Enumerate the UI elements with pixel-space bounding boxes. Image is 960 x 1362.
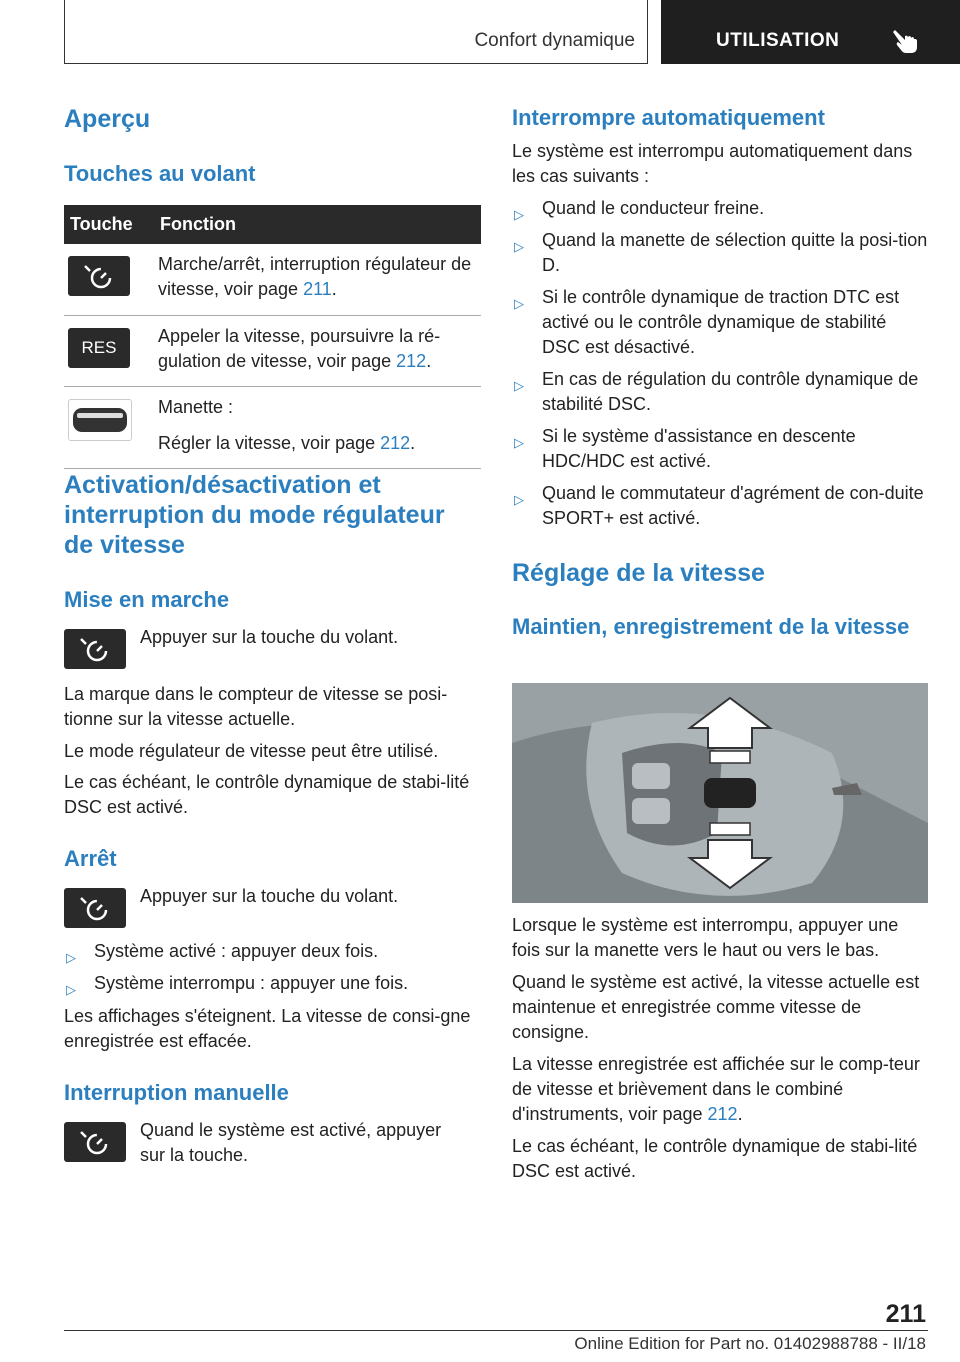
- edition-text: Online Edition for Part no. 01402988788 - II/18: [574, 1334, 926, 1353]
- heading-activation: Activation/désactivation et interruption du mode régulateur de vitesse: [64, 471, 445, 559]
- arret-text: Appuyer sur la touche du volant.: [140, 886, 399, 906]
- pointing-hand-icon: [891, 26, 921, 56]
- paragraph: La marque dans le compteur de vitesse se posi‐tionne sur la vitesse actuelle.: [64, 684, 448, 729]
- rocker-switch-icon: [68, 399, 132, 441]
- list-item: ▷ En cas de régulation du contrôle dynamique de stabilité DSC.: [514, 369, 919, 414]
- header-section-title: Confort dynamique: [474, 30, 635, 51]
- res-button-icon: RES: [68, 328, 130, 368]
- header-chapter-title: UTILISATION: [716, 30, 840, 51]
- cruise-control-button-icon: [64, 1122, 126, 1162]
- triangle-bullet-icon: ▷: [514, 492, 524, 507]
- page-number: 211: [885, 1300, 926, 1328]
- paragraph: La vitesse enregistrée est affichée sur le comp‐teur de vitesse et brièvement dans le combiné d'instruments, voir page 212.: [512, 1054, 920, 1124]
- cruise-control-button-icon: [64, 888, 126, 928]
- heading-interruption-manuelle: Interruption manuelle: [64, 1080, 289, 1105]
- triangle-bullet-icon: ▷: [66, 982, 76, 997]
- paragraph: Les affichages s'éteignent. La vitesse de consi‐gne enregistrée est effacée.: [64, 1006, 471, 1051]
- list-item: ▷ Quand le commutateur d'agrément de con‐duite SPORT+ est activé.: [514, 483, 924, 528]
- list-item: ▷ Quand le conducteur freine.: [512, 196, 928, 221]
- interrompre-intro: Le système est interrompu automatiquement dans les cas suivants :: [512, 141, 913, 186]
- steering-buttons-table: [64, 205, 481, 469]
- triangle-bullet-icon: ▷: [514, 207, 524, 222]
- heading-arret: Arrêt: [64, 846, 117, 871]
- triangle-bullet-icon: ▷: [514, 239, 524, 254]
- page-link[interactable]: 212: [707, 1104, 738, 1124]
- table-cell-function: Appeler la vitesse, poursuivre la ré‐gulation de vitesse, voir page 212.: [154, 316, 481, 387]
- interrompre-list: [512, 196, 928, 538]
- footer-divider: [64, 1330, 928, 1331]
- heading-maintien: Maintien, enregistrement de la vitesse: [512, 614, 910, 639]
- table-cell-function: Marche/arrêt, interruption régulateur de vitesse, voir page 211.: [154, 244, 481, 316]
- header-chapter-box: [661, 0, 960, 64]
- table-row: [64, 244, 481, 316]
- table-header-row: [64, 205, 481, 244]
- heading-interrompre-auto: Interrompre automatiquement: [512, 105, 825, 130]
- table-row: [64, 316, 481, 387]
- cruise-control-button-icon: [68, 256, 130, 296]
- paragraph: Lorsque le système est interrompu, appuyer une fois sur la manette vers le haut ou vers le bas.: [512, 915, 899, 960]
- list-item: ▷ Système interrompu : appuyer une fois.: [64, 971, 481, 996]
- heading-touches-volant: Touches au volant: [64, 161, 256, 186]
- table-header-fonction: Fonction: [154, 205, 481, 244]
- header-section-box: [64, 0, 648, 64]
- list-item: ▷ Si le système d'assistance en descente HDC/HDC est activé.: [514, 426, 856, 471]
- page-link[interactable]: 211: [303, 279, 332, 299]
- list-item: ▷ Si le contrôle dynamique de traction DTC est activé ou le contrôle dynamique de stabilité DSC est désactivé.: [514, 287, 900, 357]
- table-cell-function: Manette : Régler la vitesse, voir page 212.: [154, 387, 481, 469]
- cruise-control-button-icon: [64, 629, 126, 669]
- arret-list: [64, 939, 481, 1003]
- paragraph: Le mode régulateur de vitesse peut être utilisé.: [64, 741, 439, 761]
- paragraph: Le cas échéant, le contrôle dynamique de stabi‐lité DSC est activé.: [512, 1136, 918, 1181]
- page-link[interactable]: 212: [396, 351, 427, 371]
- triangle-bullet-icon: ▷: [514, 435, 524, 450]
- heading-apercu: Aperçu: [64, 105, 151, 133]
- triangle-bullet-icon: ▷: [514, 378, 524, 393]
- table-row: [64, 387, 481, 469]
- paragraph: Quand le système est activé, la vitesse actuelle est maintenue et enregistrée comme vitesse de consigne.: [512, 972, 920, 1042]
- triangle-bullet-icon: ▷: [514, 296, 524, 311]
- table-header-touche: Touche: [64, 205, 154, 244]
- list-item: ▷ Système activé : appuyer deux fois.: [64, 939, 481, 964]
- triangle-bullet-icon: ▷: [66, 950, 76, 965]
- heading-reglage: Réglage de la vitesse: [512, 559, 765, 587]
- list-item: ▷ Quand la manette de sélection quitte la posi‐tion D.: [514, 230, 928, 275]
- paragraph: Le cas échéant, le contrôle dynamique de stabi‐lité DSC est activé.: [64, 772, 470, 817]
- steering-wheel-photo: [512, 683, 928, 903]
- marche-text: Appuyer sur la touche du volant.: [140, 627, 399, 647]
- interruption-text: Quand le système est activé, appuyer sur la touche.: [140, 1120, 442, 1165]
- heading-mise-en-marche: Mise en marche: [64, 587, 230, 612]
- page-link[interactable]: 212: [380, 433, 411, 453]
